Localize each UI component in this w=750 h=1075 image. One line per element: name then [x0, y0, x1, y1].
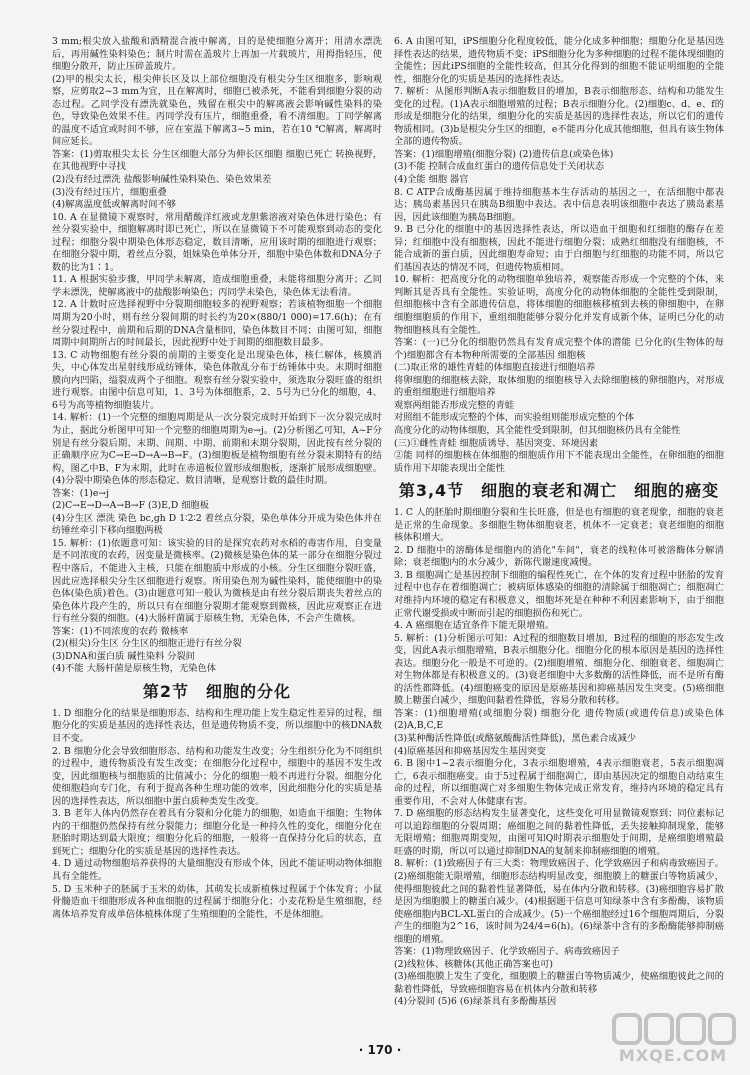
- answer-paragraph: (4)原癌基因和抑癌基因发生基因突变: [394, 745, 546, 757]
- answer-paragraph: 将卵细胞的细胞核去除，取体细胞的细胞核导入去除细胞核的卵细胞内，对形成的重组细胞进行细胞培养: [394, 374, 724, 399]
- answer-paragraph: 7. 解析：从图形判断A表示细胞数目的增加，B表示细胞形态、结构和功能发生变化的过程。(1)A表示细胞增殖的过程；B表示细胞分化。(2)细胞c、d、e、f的形成是细胞分化的结果，细胞分化的实质是基因的选择性表达，所以它们的遗传物质相同。(3)b是根尖分生区的细胞，e不能再分化成其他细胞，但具有该生物体全部的遗传物质。: [394, 86, 724, 148]
- answer-paragraph: 答案：(一)已分化的细胞仍然具有发育成完整个体的潜能 已分化的(生物体的每个)细胞都含有本物种所需要的全部基因 细胞核: [394, 337, 724, 361]
- answer-paragraph: (4)解离温度低或解离时间不够: [52, 199, 177, 211]
- answer-paragraph: 2. D 细胞中的溶酶体是细胞内的消化"车间"，衰老的线粒体可被溶酶体分解清除；衰老细胞内的水分减少，新陈代谢速度减慢。: [394, 544, 724, 569]
- answer-paragraph: (4)不能 大肠杆菌是原核生物，无染色体: [52, 663, 216, 675]
- answer-paragraph: 10. A 在显微镜下观察时，常用醋酸洋红液或龙胆紫溶液对染色体进行染色；有丝分裂实验中，细胞解离时即已死亡，所以在显微镜下不可能观察到动态的变化过程；细胞分裂中期染色体形态稳定，数目清晰，应用该时期的细胞进行观察；在细胞分裂中期，着丝点分裂，姐妹染色单体分开，细胞中染色体数和DNA分子数的比为1∶1。: [52, 211, 382, 273]
- answer-paragraph: 答案：(1)不同浓度的农药 微核率: [52, 625, 189, 637]
- answer-paragraph: (4)全能 细胞 器官: [394, 174, 469, 186]
- answer-paragraph: 12. A 计数时应选择视野中分裂期细胞较多的视野观察；若该植物细胞一个细胞周期为20小时，则有丝分裂间期的时长约为20×(880/1 000)=17.6(h)；在有丝分裂过程中，前期和后期的DNA含量相同，染色体数目不同；由图可知，细胞周期中间期所占的时间最长，因此视野中处于间期的细胞数目最多。: [52, 299, 382, 349]
- answer-paragraph: 6. B 图中1~2表示细胞分化，3表示细胞增殖，4表示细胞衰老，5表示细胞凋亡，6表示细胞癌变。由于5过程属于细胞凋亡，即由基因决定的细胞自动结束生命的过程，所以细胞凋亡对多细胞生物体完成正常发育，维持内环境的稳定具有重要作用，不会对人体健康有害。: [394, 758, 724, 807]
- site-watermark: [608, 1012, 738, 1068]
- answer-paragraph: 1. D 细胞分化的结果是细胞形态、结构和生理功能上发生稳定性差异的过程，细胞分化的实质是基因的选择性表达，但是遗传物质不变，所以细胞中的核DNA数目不变。: [52, 707, 382, 744]
- page-number: · 170 ·: [358, 1043, 402, 1057]
- answer-paragraph: (3)没有经过压片，细胞重叠: [52, 186, 167, 198]
- answer-paragraph: (2)C→E→D→A→B→F (3)E,D 细胞板: [52, 500, 210, 512]
- answer-paragraph: 8. 解析：(1)致癌因子有三大类：物理致癌因子、化学致癌因子和病毒致癌因子。(2)癌细胞能无限增殖，细胞形态结构明显改变，细胞膜上的糖蛋白等物质减少，使得细胞彼此之间的黏着性显著降低，易在体内分散和转移。(3)癌细胞容易扩散是因为细胞膜上的糖蛋白减少。(4)根据题干信息可知绿茶中含有多酚酶，该物质使癌细胞内BCL-XL蛋白的合成减少。(5)一个癌细胞经过16个细胞周期后，分裂产生的细胞为2^16，该时间为24/4=6(h)。(6)绿茶中含有的多酚酶能够抑制癌细胞的增殖。: [394, 858, 724, 945]
- answer-paragraph: 9. B 已分化的细胞中的基因选择性表达，所以造血干细胞和红细胞的酶存在差异；红细胞中没有细胞核，因此不能进行细胞分裂；成熟红细胞没有细胞核，不能合成新的蛋白质，因此细胞寿命短；由于白细胞与红细胞的功能不同，所以它们基因表达的情况不同，但遗传物质相同。: [394, 224, 724, 273]
- answer-paragraph: (二)取正常的雄性青蛙的体细胞直接进行细胞培养: [394, 362, 596, 374]
- answer-paragraph: 答案：(1)物理致癌因子、化学致癌因子、病毒致癌因子: [394, 946, 620, 958]
- answer-paragraph: 8. C ATP合成酶基因属于维持细胞基本生存活动的基因之一，在活细胞中都表达；胰岛素基因只在胰岛B细胞中表达。表中信息表明该细胞中表达了胰岛素基因，因此该细胞为胰岛B细胞。: [394, 186, 724, 223]
- answer-paragraph: 答案：(1)剪取根尖太长 分生区细胞大部分为伸长区细胞 细胞已死亡 转换视野，在其他视野中寻找: [52, 148, 382, 173]
- answer-paragraph: 15. 解析：(1)依题意可知：该实验的目的是探究农药对水稻的毒害作用，自变量是不同浓度的农药，因变量是微核率。(2)微核是染色体的某一部分在细胞分裂过程中落后，不能进入主核，只能在细胞质中形成的小核。分生区细胞分裂旺盛，因此应选择根尖分生区细胞进行观察。所用染色剂为碱性染料，能使细胞中的染色体(染色质)着色。(3)由题意可知一般认为微核是由有丝分裂后期丧失着丝点的染色体片段产生的，所以只有在细胞分裂期才能观察到微核，因此应观察正在进行有丝分裂的细胞。(4)大肠杆菌属于原核生物，无染色体，不会产生微核。: [52, 537, 382, 625]
- answer-paragraph: 答案：(1)细胞增殖(或细胞分裂) 细胞分化 遗传物质(或遗传信息)或染色体 (2)A,B,C,E: [394, 707, 724, 732]
- answer-paragraph: 11. A 根据实验步骤，甲同学未解离，造成细胞重叠，未能将细胞分离开；乙同学未漂洗，使解离液中的盐酸影响染色；丙同学未染色，染色体无法看清。: [52, 274, 382, 298]
- answer-paragraph: 5. D 玉米种子的胚属于玉米的幼体，其萌发长成新植株过程属于个体发育；小鼠骨髓造血干细胞形成各种血细胞的过程属于细胞分化；小麦花粉是生殖细胞，经离体培养发育成单倍体植株体现了生殖细胞的全能性，不是体细胞。: [52, 883, 382, 920]
- watermark-text: MXQE.COM: [618, 1046, 728, 1065]
- answer-paragraph: (2)线粒体、核糖体(其他正确答案也可): [394, 958, 553, 970]
- answer-paragraph: (2)甲的根尖太长，根尖伸长区及以上部位细胞没有根尖分生区细胞多，影响观察，应剪取2~3 mm为宜，且在解离时，细胞已被杀死，不能看到细胞分裂的动态过程。乙同学没有漂洗就染色，残留在根尖中的解离液会影响碱性染料的染色，导致染色效果不佳。丙同学没有压片，细胞重叠，看不清细胞。丁同学解离的温度不适宜或时间不够，应在室温下解离3~5 min，若在10 ℃解离，解离时间应延长。: [52, 73, 382, 148]
- right-column: [394, 36, 724, 1009]
- section-heading: 第3,4节 细胞的衰老和凋亡 细胞的癌变: [398, 481, 720, 501]
- answer-paragraph: 1. C 人的胚胎时期细胞分裂和生长旺盛，但是也有细胞的衰老现象，细胞的衰老是正常的生命现象。多细胞生物体细胞衰老，机体不一定衰老；衰老细胞的细胞核体积增大。: [394, 507, 724, 544]
- left-column: [52, 36, 382, 921]
- answer-paragraph: 高度分化的动物体细胞，其全能性受到限制，但其细胞核仍具有全能性: [394, 424, 681, 436]
- answer-paragraph: (3)不能 控制合成血红蛋白的遗传信息处于关闭状态: [394, 161, 605, 173]
- answer-paragraph: 7. D 癌细胞的形态结构发生显著变化，这些变化可用显微镜观察到；同位素标记可以追踪细胞的分裂周期；癌细胞之间的黏着性降低，丢失接触抑制现象，能够无限增殖；细胞周期变短，由图可知Q时期表示细胞处于间期，是癌细胞增殖最旺盛的时期，所以可以通过抑制DNA的复制来抑制癌细胞的增殖。: [394, 808, 724, 857]
- answer-paragraph: (3)某种酶活性降低(或酪氨酸酶活性降低)，黑色素合成减少: [394, 732, 637, 744]
- answer-paragraph: (三)①雌性青蛙 细胞质诱导、基因突变、环境因素: [394, 437, 599, 449]
- answer-paragraph: (4)分裂间 (5)6 (6)绿茶具有多酚酶基因: [394, 996, 557, 1008]
- answer-paragraph: 3 mm;根尖放入盐酸和酒精混合液中解离，目的是使细胞分离开；用清水漂洗后，再用碱性染料染色；制片时需在盖玻片上再加一片载玻片，用拇指轻压，使细胞分散开，防止压碎盖玻片。: [52, 36, 382, 73]
- answer-paragraph: (2)(根尖)分生区 分生区的细胞正进行有丝分裂: [52, 638, 242, 650]
- answer-paragraph: 6. A 由图可知，iPS细胞分化程度较低，能分化成多种细胞；细胞分化是基因选择性表达的结果，遗传物质不变；iPS细胞分化为多种细胞的过程不能体现细胞的全能性；因此iPS细胞的全能性较高，但其分化得到的细胞不能证明细胞的全能性，细胞分化的实质是基因的选择性表达。: [394, 36, 724, 85]
- answer-paragraph: ②能 同样的细胞核在体细胞的细胞质作用下不能表现出全能性，在卵细胞的细胞质作用下却能表现出全能性: [394, 450, 724, 474]
- answer-paragraph: 14. 解析：(1)一个完整的细胞周期是从一次分裂完成时开始到下一次分裂完成时为止，据此分析图甲可知一个完整的细胞周期为e→j。(2)分析图乙可知，A~F分别是有丝分裂后期、末期、间期、中期、前期和末期分裂期，因此按有丝分裂的正确顺序应为C→E→D→A→B→F。(3)细胞板是植物细胞有丝分裂末期特有的结构，图乙中B、F为末期，此时在赤道板位置形成细胞板，逐渐扩展形成细胞壁。(4)分裂中期染色体的形态稳定、数目清晰，是观察计数的最佳时期。: [52, 412, 382, 487]
- answer-paragraph: (3)癌细胞膜上发生了变化，细胞膜上的糖蛋白等物质减少，使癌细胞彼此之间的黏着性降低，导致癌细胞容易在机体内分散和转移: [394, 971, 724, 995]
- answer-paragraph: (4)分生区 漂洗 染色 bc,gh D 1∶2∶2 着丝点分裂，染色单体分开成为染色体并在纺锤丝牵引下移向细胞两极: [52, 512, 382, 537]
- answer-paragraph: 3. B 老年人体内仍然存在着具有分裂和分化能力的细胞，如造血干细胞；生物体内的干细胞仍然保持有丝分裂能力；细胞分化是一种持久性的变化，细胞分化在胚胎时期达到最大限度；细胞分化后的细胞，一般将一直保持分化后的状态，直到死亡；细胞分化的实质是基因的选择性表达。: [52, 808, 382, 857]
- answer-paragraph: 对照组不能形成完整的个体，而实验组则能形成完整的个体: [394, 412, 635, 424]
- answer-paragraph: 4. A 癌细胞在适宜条件下能无限增殖。: [394, 620, 555, 632]
- answer-paragraph: 答案：(1)细胞增殖(细胞分裂) (2)遗传信息(或染色体): [394, 148, 614, 160]
- section-heading: 第2节 细胞的分化: [142, 681, 292, 701]
- answer-paragraph: 答案：(1)e→j: [52, 487, 110, 499]
- answer-paragraph: 2. B 细胞分化会导致细胞形态、结构和功能发生改变；分生组织分化为不同组织的过程中，遗传物质没有发生改变；在细胞分化过程中，细胞中的基因不发生改变，因此细胞核与细胞质的比值减小；分化的细胞一般不再进行分裂。细胞分化使细胞趋向专门化，有利于提高各种生理功能的效率，因此细胞分化的实质是基因的选择性表达，所以细胞中蛋白质种类发生改变。: [52, 745, 382, 807]
- answer-paragraph: 5. 解析：(1)分析图示可知：A过程的细胞数目增加，B过程的细胞的形态发生改变，因此A表示细胞增殖，B表示细胞分化。细胞分化的根本原因是基因的选择性表达。细胞分化一般是不可逆的。(2)细胞增殖、细胞分化、细胞衰老、细胞凋亡对生物体都是有积极意义的。(3)衰老细胞中大多数酶的活性降低，而不是所有酶的活性都降低。(4)细胞癌变的原因是原癌基因和抑癌基因发生突变。(5)癌细胞膜上糖蛋白减少，细胞间黏着性降低，容易分散和转移。: [394, 632, 724, 707]
- answer-paragraph: (2)没有经过漂洗 盐酸影响碱性染料染色、染色效果差: [52, 174, 272, 186]
- watermark-logo-icon: [608, 1012, 738, 1048]
- answer-paragraph: 观察两组能否形成完整的青蛙: [394, 399, 515, 411]
- answer-paragraph: 13. C 动物细胞有丝分裂的前期的主要变化是出现染色体，核仁解体，核膜消失，中心体发出星射线形成纺锤体，染色体散乱分布于纺锤体中央。末期时细胞膜向内凹陷，缢裂成两个子细胞。观察有丝分裂实验中，须选取分裂旺盛的组织进行观察。由图中信息可知，1、3号为体细胞系，2、5号为已分化的细胞，4、6号为高等植物细胞装片。: [52, 349, 382, 411]
- answer-paragraph: (3)DNA和蛋白质 碱性染料 分裂间: [52, 650, 195, 662]
- answer-paragraph: 4. D 通过动物细胞培养获得的大量细胞没有形成个体，因此不能证明动物体细胞具有全能性。: [52, 858, 382, 882]
- answer-paragraph: 3. B 细胞凋亡是基因控制下细胞的编程性死亡，在个体的发育过程中胚胎的发育过程中也存在着细胞凋亡；被病原体感染的细胞的清除属于细胞凋亡；细胞凋亡对维持内环境的稳定有积极意义，细胞坏死是在种种不利因素影响下，由于细胞正常代谢受损或中断而引起的细胞损伤和死亡。: [394, 569, 724, 619]
- answer-paragraph: 10. 解析：把高度分化的动物细胞单独培养，观察能否形成一个完整的个体，来判断其是否具有全能性。实验证明，高度分化的动物体细胞的全能性受到限制，但细胞核中含有全部遗传信息，将体细胞的细胞核移植到去核的卵细胞中，在卵细胞细胞质的作用下，重组细胞能够分裂分化并发育成新个体，证明已分化的动物细胞核具有全能性。: [394, 274, 724, 336]
